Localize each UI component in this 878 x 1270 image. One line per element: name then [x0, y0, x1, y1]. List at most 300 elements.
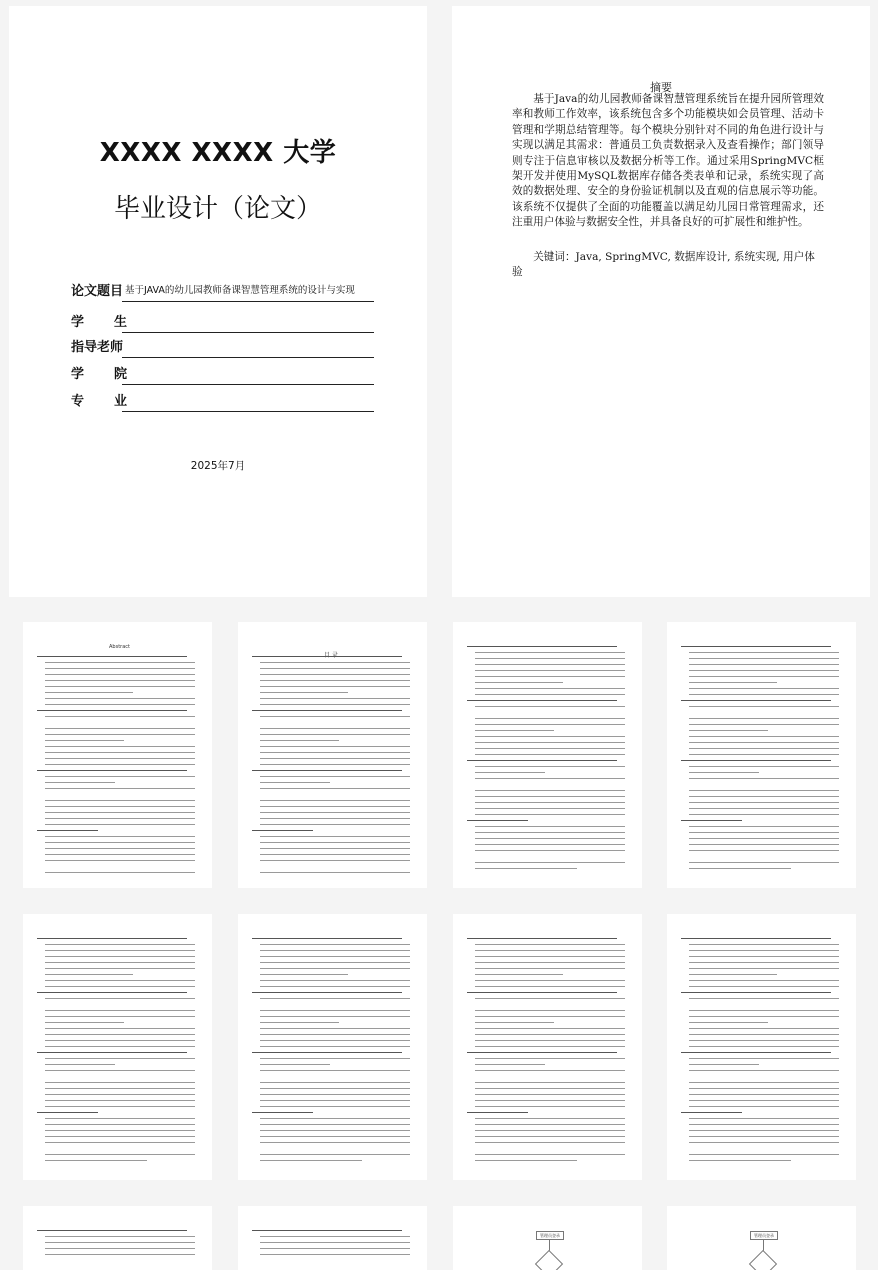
- text-line: [689, 718, 839, 719]
- abstract-keywords: 关键词：Java, SpringMVC, 数据库设计, 系统实现, 用户体验: [512, 251, 815, 278]
- text-line: [689, 1094, 839, 1095]
- text-line: [689, 1130, 839, 1131]
- text-line: [45, 1124, 195, 1125]
- text-line: [260, 1028, 410, 1029]
- text-line: [45, 980, 195, 981]
- text-line: [475, 962, 625, 963]
- text-line: [45, 1160, 147, 1161]
- text-line: [45, 674, 195, 675]
- text-line: [260, 968, 410, 969]
- text-line: [689, 962, 839, 963]
- text-line: [260, 1236, 410, 1237]
- thumb-page-8[interactable]: [667, 914, 856, 1180]
- text-line: [475, 1154, 625, 1155]
- text-line: [689, 838, 839, 839]
- text-line: [689, 986, 839, 987]
- text-line: [475, 706, 625, 707]
- thumb-page-5[interactable]: [23, 914, 212, 1180]
- flow-decision: [749, 1250, 777, 1270]
- text-line: [45, 872, 195, 873]
- thesis-type-title: 毕业设计（论文）: [113, 194, 322, 224]
- thumb-toc[interactable]: [238, 622, 427, 888]
- text-line: [681, 1112, 742, 1113]
- text-line: [260, 728, 410, 729]
- text-line: [45, 668, 195, 669]
- text-line: [260, 998, 410, 999]
- text-line: [689, 754, 839, 755]
- info-row-college: [71, 363, 371, 385]
- text-line: [475, 1058, 625, 1059]
- text-line: [689, 676, 839, 677]
- text-line: [475, 754, 625, 755]
- text-line: [260, 692, 348, 693]
- text-line: [37, 710, 187, 711]
- text-line: [260, 800, 410, 801]
- thumb-page-4[interactable]: [667, 622, 856, 888]
- text-line: [475, 1022, 554, 1023]
- text-line: [260, 686, 410, 687]
- text-line: [45, 686, 195, 687]
- text-line: [689, 1154, 839, 1155]
- text-line: [260, 788, 410, 789]
- text-line: [689, 1070, 839, 1071]
- text-line: [475, 1160, 577, 1161]
- info-label: 学 院: [71, 367, 127, 382]
- text-line: [475, 814, 625, 815]
- text-line: [689, 1100, 839, 1101]
- text-line: [37, 938, 187, 939]
- text-line: [689, 998, 839, 999]
- text-line: [45, 848, 195, 849]
- text-line: [475, 670, 625, 671]
- text-line: [45, 1236, 195, 1237]
- text-line: [37, 656, 187, 657]
- text-line: [260, 716, 410, 717]
- text-line: [260, 662, 410, 663]
- text-line: [689, 850, 839, 851]
- text-line: [252, 938, 402, 939]
- text-line: [45, 1040, 195, 1041]
- text-line: [475, 772, 545, 773]
- text-line: [45, 728, 195, 729]
- underline: [122, 357, 374, 358]
- text-line: [689, 1058, 839, 1059]
- text-line: [689, 1046, 839, 1047]
- text-line: [45, 740, 124, 741]
- text-line: [475, 1034, 625, 1035]
- text-line: [45, 968, 195, 969]
- text-line: [45, 1022, 124, 1023]
- text-line: [260, 944, 410, 945]
- text-line: [467, 760, 617, 761]
- thumb-page-10[interactable]: [238, 1206, 427, 1270]
- text-line: [45, 986, 195, 987]
- text-line: [689, 1124, 839, 1125]
- text-line: [45, 764, 195, 765]
- text-line: [689, 664, 839, 665]
- text-line: [260, 962, 410, 963]
- text-line: [45, 1016, 195, 1017]
- text-line: [689, 730, 768, 731]
- text-line: [45, 824, 195, 825]
- text-line: [689, 1088, 839, 1089]
- text-line: [689, 974, 777, 975]
- text-line: [260, 1136, 410, 1137]
- text-line: [252, 830, 313, 831]
- text-line: [45, 836, 195, 837]
- text-line: [689, 980, 839, 981]
- text-line: [45, 1130, 195, 1131]
- text-line: [689, 808, 839, 809]
- text-line: [252, 1112, 313, 1113]
- text-line: [45, 1242, 195, 1243]
- text-line: [260, 734, 410, 735]
- flow-label: 管理员登录: [754, 1233, 774, 1238]
- text-line: [475, 688, 625, 689]
- info-label: 指导老师: [71, 340, 124, 355]
- text-line: [45, 1082, 195, 1083]
- text-line: [260, 872, 410, 873]
- text-line: [475, 1130, 625, 1131]
- text-line: [260, 1242, 410, 1243]
- thumb-abstract-en[interactable]: [23, 622, 212, 888]
- text-line: [689, 766, 839, 767]
- text-line: [475, 748, 625, 749]
- text-line: [689, 706, 839, 707]
- thumb-title: Abstract: [109, 644, 130, 650]
- text-line: [260, 1130, 410, 1131]
- text-line: [260, 1064, 330, 1065]
- text-line: [260, 1118, 410, 1119]
- text-line: [467, 1112, 528, 1113]
- text-line: [475, 724, 625, 725]
- text-line: [475, 956, 625, 957]
- text-line: [689, 694, 839, 695]
- university-name: XXXX XXXX 大学: [99, 138, 337, 168]
- text-line: [689, 1064, 759, 1065]
- text-line: [475, 694, 625, 695]
- text-line: [467, 820, 528, 821]
- text-line: [689, 796, 839, 797]
- text-line: [260, 764, 410, 765]
- text-line: [475, 1106, 625, 1107]
- text-line: [252, 1230, 402, 1231]
- text-line: [475, 652, 625, 653]
- text-line: [475, 718, 625, 719]
- text-line: [260, 842, 410, 843]
- text-line: [689, 682, 777, 683]
- text-line: [475, 790, 625, 791]
- text-line: [45, 1094, 195, 1095]
- underline: [122, 332, 374, 333]
- text-line: [37, 1052, 187, 1053]
- text-line: [45, 944, 195, 945]
- text-line: [475, 1136, 625, 1137]
- text-line: [45, 776, 195, 777]
- text-line: [260, 1010, 410, 1011]
- text-line: [260, 980, 410, 981]
- text-line: [260, 752, 410, 753]
- text-line: [252, 1052, 402, 1053]
- text-line: [260, 824, 410, 825]
- text-line: [681, 820, 742, 821]
- text-line: [689, 826, 839, 827]
- text-line: [260, 1100, 410, 1101]
- text-line: [475, 808, 625, 809]
- text-line: [475, 778, 625, 779]
- text-line: [260, 806, 410, 807]
- thumb-page-7[interactable]: [453, 914, 642, 1180]
- text-line: [252, 710, 402, 711]
- text-line: [45, 974, 133, 975]
- text-line: [45, 1136, 195, 1137]
- text-line: [37, 770, 187, 771]
- text-line: [475, 664, 625, 665]
- text-line: [45, 782, 115, 783]
- text-line: [45, 806, 195, 807]
- text-line: [37, 992, 187, 993]
- text-line: [689, 1118, 839, 1119]
- text-line: [45, 1070, 195, 1071]
- text-line: [45, 704, 195, 705]
- text-line: [45, 746, 195, 747]
- text-line: [45, 680, 195, 681]
- text-line: [45, 1064, 115, 1065]
- text-line: [475, 1010, 625, 1011]
- text-line: [260, 740, 339, 741]
- text-line: [45, 692, 133, 693]
- text-line: [475, 658, 625, 659]
- thumb-title: [324, 650, 338, 659]
- text-line: [260, 1016, 410, 1017]
- text-line: [681, 646, 831, 647]
- text-line: [475, 1040, 625, 1041]
- thumb-page-12[interactable]: [667, 1206, 856, 1270]
- text-line: [45, 812, 195, 813]
- text-line: [45, 1248, 195, 1249]
- text-line: [252, 656, 402, 657]
- text-line: [260, 854, 410, 855]
- text-line: [260, 758, 410, 759]
- text-line: [260, 1058, 410, 1059]
- text-line: [45, 1088, 195, 1089]
- text-line: [689, 1136, 839, 1137]
- text-line: [260, 818, 410, 819]
- text-line: [475, 1064, 545, 1065]
- text-line: [45, 1106, 195, 1107]
- text-line: [45, 950, 195, 951]
- text-line: [260, 698, 410, 699]
- text-line: [252, 770, 402, 771]
- text-line: [689, 1034, 839, 1035]
- text-line: [689, 1016, 839, 1017]
- text-line: [260, 674, 410, 675]
- text-line: [45, 854, 195, 855]
- text-line: [45, 842, 195, 843]
- text-line: [475, 766, 625, 767]
- text-line: [689, 950, 839, 951]
- text-line: [689, 968, 839, 969]
- abstract-page: [452, 6, 870, 597]
- text-line: [45, 1058, 195, 1059]
- text-line: [689, 868, 791, 869]
- text-line: [260, 1022, 339, 1023]
- text-line: [45, 1154, 195, 1155]
- text-line: [475, 742, 625, 743]
- text-line: [45, 956, 195, 957]
- thumb-page-flowchart[interactable]: [453, 1206, 642, 1270]
- text-line: [45, 788, 195, 789]
- text-line: [45, 1034, 195, 1035]
- text-line: [689, 814, 839, 815]
- text-line: [689, 748, 839, 749]
- text-line: [45, 734, 195, 735]
- text-line: [689, 944, 839, 945]
- text-line: [45, 716, 195, 717]
- cover-page: [9, 6, 427, 597]
- text-line: [689, 772, 759, 773]
- info-label: 学 生: [71, 315, 127, 330]
- text-line: [45, 860, 195, 861]
- text-line: [260, 1142, 410, 1143]
- text-line: [689, 778, 839, 779]
- text-line: [37, 1112, 98, 1113]
- flow-start-box: [536, 1231, 564, 1240]
- text-line: [45, 1028, 195, 1029]
- text-line: [689, 1022, 768, 1023]
- text-line: [681, 938, 831, 939]
- text-line: [475, 844, 625, 845]
- info-row-student: [71, 311, 371, 333]
- text-line: [260, 1154, 410, 1155]
- text-line: [475, 986, 625, 987]
- flow-label: 管理员登录: [540, 1233, 560, 1238]
- text-line: [260, 1082, 410, 1083]
- info-row-advisor: [71, 336, 371, 358]
- text-line: [260, 1088, 410, 1089]
- text-line: [260, 782, 330, 783]
- text-line: [260, 1094, 410, 1095]
- text-line: [475, 1088, 625, 1089]
- info-label: 论文题目: [71, 284, 124, 299]
- text-line: [475, 1100, 625, 1101]
- text-line: [260, 1046, 410, 1047]
- text-line: [689, 724, 839, 725]
- text-line: [689, 790, 839, 791]
- text-line: [475, 998, 625, 999]
- text-line: [45, 1046, 195, 1047]
- text-line: [475, 730, 554, 731]
- text-line: [689, 1160, 791, 1161]
- text-line: [475, 850, 625, 851]
- text-line: [689, 1142, 839, 1143]
- text-line: [475, 1016, 625, 1017]
- text-line: [45, 1254, 195, 1255]
- text-line: [260, 860, 410, 861]
- flow-decision: [535, 1250, 563, 1270]
- text-line: [475, 974, 563, 975]
- text-line: [475, 736, 625, 737]
- text-line: [475, 980, 625, 981]
- thumb-page-6[interactable]: [238, 914, 427, 1180]
- text-line: [45, 1118, 195, 1119]
- text-line: [475, 944, 625, 945]
- text-line: [475, 1094, 625, 1095]
- text-line: [475, 826, 625, 827]
- text-line: [475, 1082, 625, 1083]
- text-line: [260, 950, 410, 951]
- text-line: [475, 1118, 625, 1119]
- text-line: [45, 662, 195, 663]
- text-line: [689, 1028, 839, 1029]
- thumb-page-9[interactable]: [23, 1206, 212, 1270]
- info-label: 专 业: [71, 394, 127, 409]
- text-line: [689, 1010, 839, 1011]
- text-line: [45, 962, 195, 963]
- text-line: [45, 752, 195, 753]
- text-line: [45, 758, 195, 759]
- text-line: [260, 956, 410, 957]
- thumb-page-intro[interactable]: [453, 622, 642, 888]
- text-line: [260, 668, 410, 669]
- text-line: [689, 652, 839, 653]
- text-line: [37, 830, 98, 831]
- text-line: [37, 1230, 187, 1231]
- text-line: [689, 736, 839, 737]
- text-line: [45, 698, 195, 699]
- text-line: [45, 1100, 195, 1101]
- text-line: [475, 676, 625, 677]
- text-line: [45, 1010, 195, 1011]
- text-line: [689, 688, 839, 689]
- text-line: [689, 832, 839, 833]
- text-line: [475, 1046, 625, 1047]
- text-line: [475, 682, 563, 683]
- text-line: [689, 862, 839, 863]
- text-line: [689, 670, 839, 671]
- text-line: [467, 700, 617, 701]
- text-line: [260, 1034, 410, 1035]
- text-line: [260, 1124, 410, 1125]
- text-line: [45, 1142, 195, 1143]
- text-line: [260, 776, 410, 777]
- text-line: [475, 950, 625, 951]
- text-line: [689, 1040, 839, 1041]
- text-line: [689, 1082, 839, 1083]
- text-line: [467, 1052, 617, 1053]
- flow-start-box: [750, 1231, 778, 1240]
- info-row-major: [71, 390, 371, 412]
- text-line: [475, 868, 577, 869]
- text-line: [260, 1160, 362, 1161]
- text-line: [260, 704, 410, 705]
- text-line: [475, 802, 625, 803]
- text-line: [45, 818, 195, 819]
- text-line: [475, 968, 625, 969]
- text-line: [689, 844, 839, 845]
- text-line: [689, 802, 839, 803]
- text-line: [475, 838, 625, 839]
- text-line: [260, 1040, 410, 1041]
- text-line: [45, 800, 195, 801]
- text-line: [467, 992, 617, 993]
- text-line: [475, 796, 625, 797]
- text-line: [260, 1254, 410, 1255]
- text-line: [689, 956, 839, 957]
- text-line: [260, 1248, 410, 1249]
- text-line: [475, 1070, 625, 1071]
- text-line: [260, 1070, 410, 1071]
